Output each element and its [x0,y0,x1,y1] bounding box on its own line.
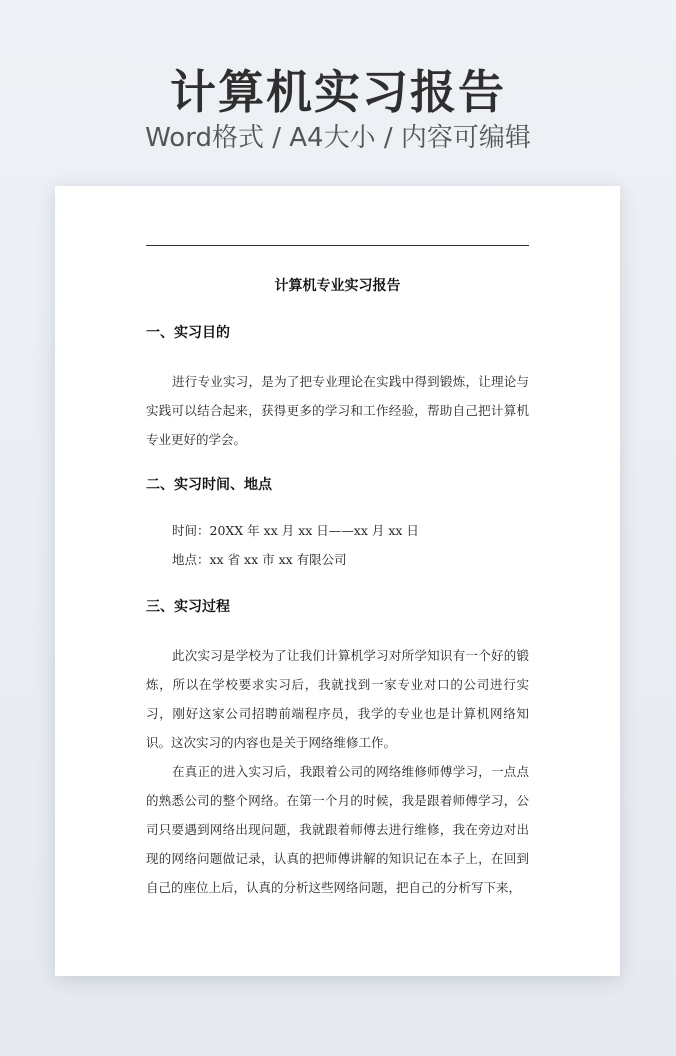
document-title: 计算机专业实习报告 [274,278,401,294]
section-heading-purpose: 一、实习目的 [146,325,230,341]
paragraph-process-1: 此次实习是学校为了让我们计算机学习对所学知识有一个好的锻炼，所以在学校要求实习后，我就找到一家专业对口的公司进行实习，刚好这家公司招聘前端程序员，我学的专业也是计算机网络知识。这次实习的内容也是关于网络维修工作。 [146,648,529,750]
paragraph-purpose: 进行专业实习，是为了把专业理论在实践中得到锻炼，让理论与实践可以结合起来，获得更多的学习和工作经验，帮助自己把计算机专业更好的学会。 [146,374,529,447]
internship-place: 地点：xx 省 xx 市 xx 有限公司 [172,552,347,567]
paragraph-process-2: 在真正的进入实习后，我跟着公司的网络维修师傅学习，一点点的熟悉公司的整个网络。在第一个月的时候，我是跟着师傅学习，公司只要遇到网络出现问题，我就跟着师傅去进行维修，我在旁边对出现的网络问题做记录，认真的把师傅讲解的知识记在本子上，在回到自己的座位上后，认真的分析这些网络问题，把自己的分析写下来， [146,764,529,895]
document-page [55,186,620,976]
section-heading-time-place: 二、实习时间、地点 [146,477,272,493]
banner-title: 计算机实习报告 [170,65,506,119]
section-heading-process: 三、实习过程 [146,599,230,615]
internship-time: 时间：20XX 年 xx 月 xx 日——xx 月 xx 日 [172,523,419,538]
banner-subtitle: Word格式 / A4大小 / 内容可编辑 [145,123,531,153]
header-rule [146,245,529,246]
